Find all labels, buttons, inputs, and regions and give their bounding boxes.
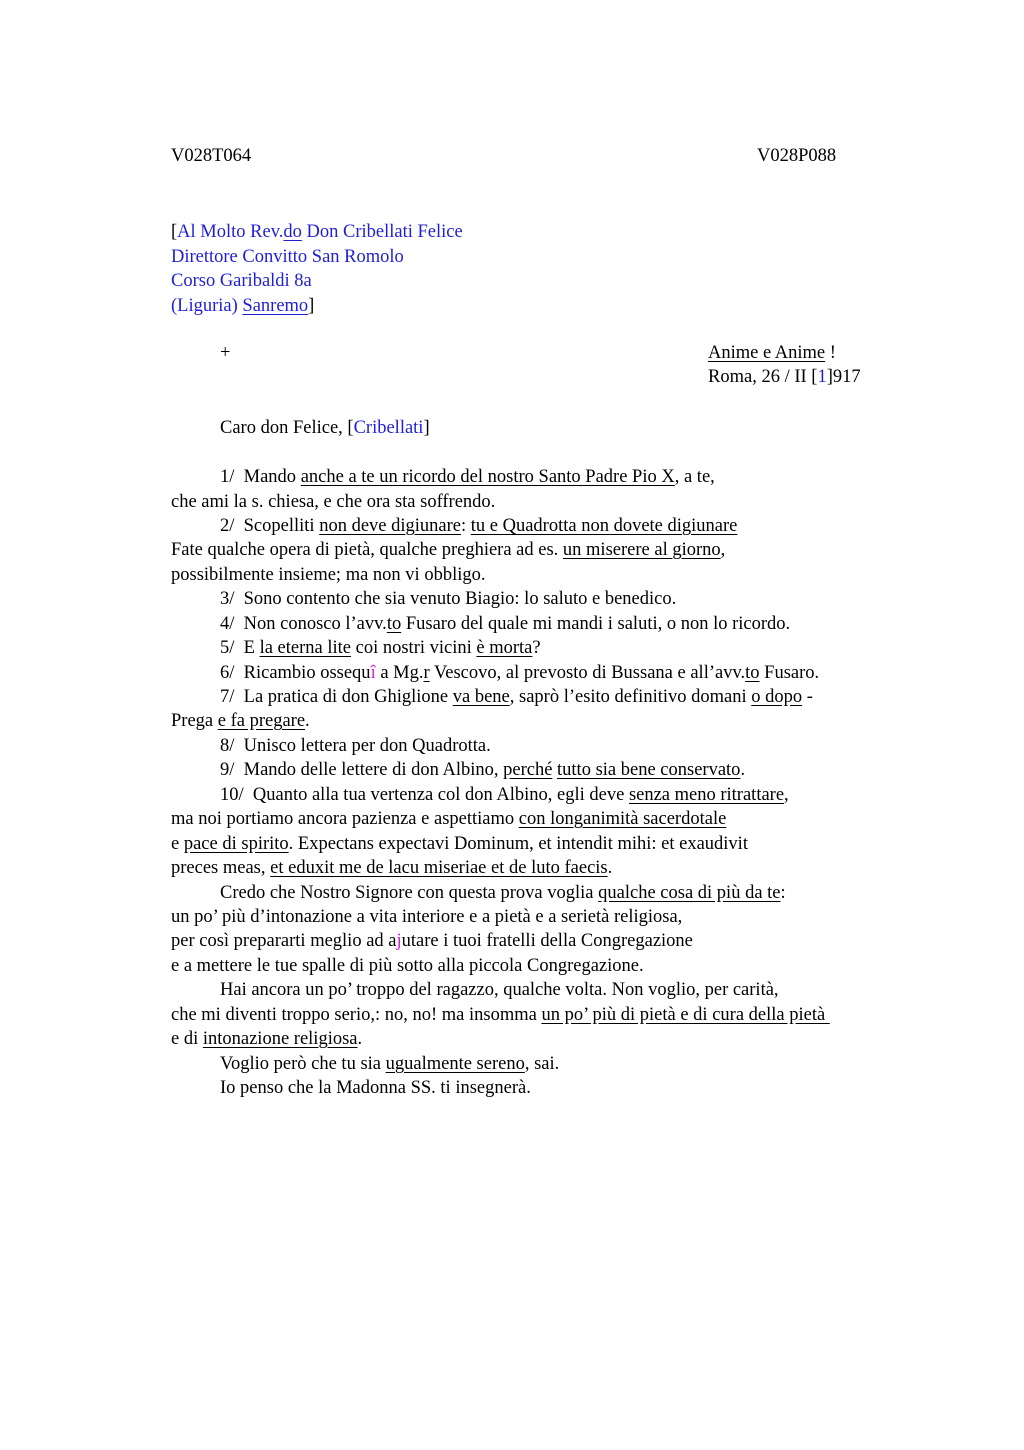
text-span: Sanremo [242, 296, 309, 316]
text-span: Al Molto Rev. [177, 222, 284, 242]
paragraph-11-cont-3: e a mettere le tue spalle di più sotto alla piccola Congregazione. [171, 956, 644, 976]
text-span: qualche cosa di più da te [598, 883, 781, 903]
text-span: : [780, 883, 786, 903]
text-span: 5/ E [220, 638, 260, 658]
paragraph-6 [220, 661, 819, 686]
paragraph-2-cont-2: possibilmente insieme; ma non vi obbligo. [171, 565, 486, 585]
text-span: un miserere al giorno [562, 540, 721, 560]
text-span: ? [532, 638, 541, 658]
text-span: e fa pregare [217, 711, 306, 731]
paragraph-9 [220, 758, 745, 783]
paragraph-11-cont-2 [171, 929, 693, 954]
paragraph-11 [220, 881, 786, 906]
text-span: utare i tuoi fratelli della Congregazione [401, 931, 693, 951]
address-line-2: Direttore Convitto San Romolo [171, 247, 404, 267]
text-span: preces meas, [171, 858, 271, 878]
paragraph-14: Io penso che la Madonna SS. ti insegnerà. [220, 1078, 531, 1098]
address-line-4 [171, 294, 314, 319]
paragraph-10 [220, 783, 789, 808]
text-span: ]917 [826, 367, 861, 387]
paragraph-13 [220, 1052, 559, 1077]
text-span: perché [503, 760, 553, 780]
paragraph-4 [220, 612, 790, 637]
text-span: non deve digiunare [319, 516, 461, 536]
paragraph-2 [220, 514, 737, 539]
address-line-3: Corso Garibaldi 8a [171, 271, 312, 291]
text-span: per così prepararti meglio ad a [171, 931, 397, 951]
text-span: : [460, 516, 471, 536]
text-span: to [386, 614, 402, 634]
paragraph-10-cont-3 [171, 856, 612, 881]
text-span: . [607, 858, 613, 878]
text-span: è morta [476, 638, 533, 658]
text-span: ugualmente sereno [385, 1054, 525, 1074]
text-span: , [720, 540, 726, 560]
text-span: r [423, 663, 430, 683]
text-span: î [370, 663, 376, 683]
salutation [220, 416, 430, 441]
text-span: Vescovo, al prevosto di Bussana e all’avv. [429, 663, 746, 683]
paragraph-11-cont: un po’ più d’intonazione a vita interiore e a pietà e a serietà religiosa, [171, 907, 683, 927]
text-span: va bene [452, 687, 510, 707]
paragraph-7 [220, 685, 813, 710]
text-span: ! [825, 343, 836, 363]
text-span: (Liguria) [171, 296, 243, 316]
text-span: , a te, [674, 467, 715, 487]
text-span: e [171, 834, 184, 854]
text-span: Fusaro del quale mi mandi i saluti, o non lo ricordo. [401, 614, 791, 634]
text-span: che mi diventi troppo serio,: no, no! ma insomma [171, 1005, 542, 1025]
text-span: senza meno ritrattare [628, 785, 785, 805]
text-span: o dopo [751, 687, 803, 707]
letter-date [708, 367, 861, 388]
text-span: Prega [171, 711, 218, 731]
paragraph-8: 8/ Unisco lettera per don Quadrotta. [220, 736, 491, 756]
paragraph-1 [220, 465, 715, 490]
text-span: la eterna lite [259, 638, 351, 658]
text-span: . [357, 1029, 363, 1049]
paragraph-12: Hai ancora un po’ troppo del ragazzo, qualche volta. Non voglio, per carità, [220, 980, 779, 1000]
text-span: pace di spirito [183, 834, 289, 854]
text-span: 1/ Mando [220, 467, 301, 487]
paragraph-5 [220, 636, 541, 661]
text-span: Credo che Nostro Signore con questa prova voglia [220, 883, 599, 903]
paragraph-2-cont [171, 538, 725, 563]
text-span: a Mg. [375, 663, 424, 683]
text-span: , [784, 785, 789, 805]
text-span: Roma, 26 / II [ [708, 367, 818, 387]
text-span: intonazione religiosa [202, 1029, 358, 1049]
text-span: 7/ La pratica di don Ghiglione [220, 687, 453, 707]
text-span: un po’ più di pietà e di cura della pietà [541, 1005, 830, 1025]
text-span: anche a te un ricordo del nostro Santo Padre Pio X [300, 467, 675, 487]
text-span: e di [171, 1029, 203, 1049]
paragraph-3: 3/ Sono contento che sia venuto Biagio: lo saluto e benedico. [220, 589, 677, 609]
paragraph-10-cont [171, 807, 726, 832]
text-span: Caro don Felice, [ [220, 418, 354, 438]
text-span: Cribellati [353, 418, 424, 438]
paragraph-12-cont [171, 1003, 830, 1028]
text-span: con longanimità sacerdotale [518, 809, 727, 829]
text-span: 2/ Scopelliti [220, 516, 320, 536]
text-span: j [396, 931, 402, 951]
bracket-open: [ [171, 222, 178, 242]
address-line-1 [171, 220, 463, 245]
text-span: ma noi portiamo ancora pazienza e aspettiamo [171, 809, 519, 829]
text-span: Fate qualche opera di pietà, qualche preghiera ad es. [171, 540, 563, 560]
text-span: to [745, 663, 760, 683]
document-code-left: V028T064 [171, 146, 252, 166]
cross-symbol: + [220, 343, 231, 363]
text-span: , saprò l’esito definitivo domani [509, 687, 752, 707]
text-span: 9/ Mando delle lettere di don Albino, [220, 760, 504, 780]
text-span: 6/ Ricambio ossequ [220, 663, 371, 683]
paragraph-10-cont-2 [171, 832, 748, 857]
text-span: 1 [817, 367, 827, 387]
text-span: , sai. [524, 1054, 560, 1074]
text-span: tutto sia bene conservato [557, 760, 741, 780]
text-span: 10/ Quanto alla tua vertenza col don Albino, egli deve [220, 785, 629, 805]
bracket-close: ] [308, 296, 315, 316]
text-span: . Expectans expectavi Dominum, et intendit mihi: et exaudivit [288, 834, 748, 854]
text-span: - [802, 687, 813, 707]
text-span: Anime e Anime [708, 343, 826, 363]
text-span: ] [423, 418, 430, 438]
paragraph-1-cont: che ami la s. chiesa, e che ora sta soffrendo. [171, 492, 496, 512]
paragraph-12-cont-2 [171, 1027, 362, 1052]
text-span: . [305, 711, 310, 731]
text-span: coi nostri vicini [351, 638, 477, 658]
text-span: do [283, 222, 302, 242]
text-span: . [740, 760, 746, 780]
document-code-right: V028P088 [757, 146, 837, 166]
motto [708, 343, 836, 364]
paragraph-7-cont [171, 709, 310, 734]
text-span: Don Cribellati Felice [301, 222, 463, 242]
text-span: 4/ Non conosco l’avv. [220, 614, 387, 634]
text-span: Voglio però che tu sia [220, 1054, 386, 1074]
text-span: tu e Quadrotta non dovete digiunare [470, 516, 738, 536]
text-span: et eduxit me de lacu miseriae et de luto faecis [270, 858, 608, 878]
text-span: Fusaro. [759, 663, 820, 683]
